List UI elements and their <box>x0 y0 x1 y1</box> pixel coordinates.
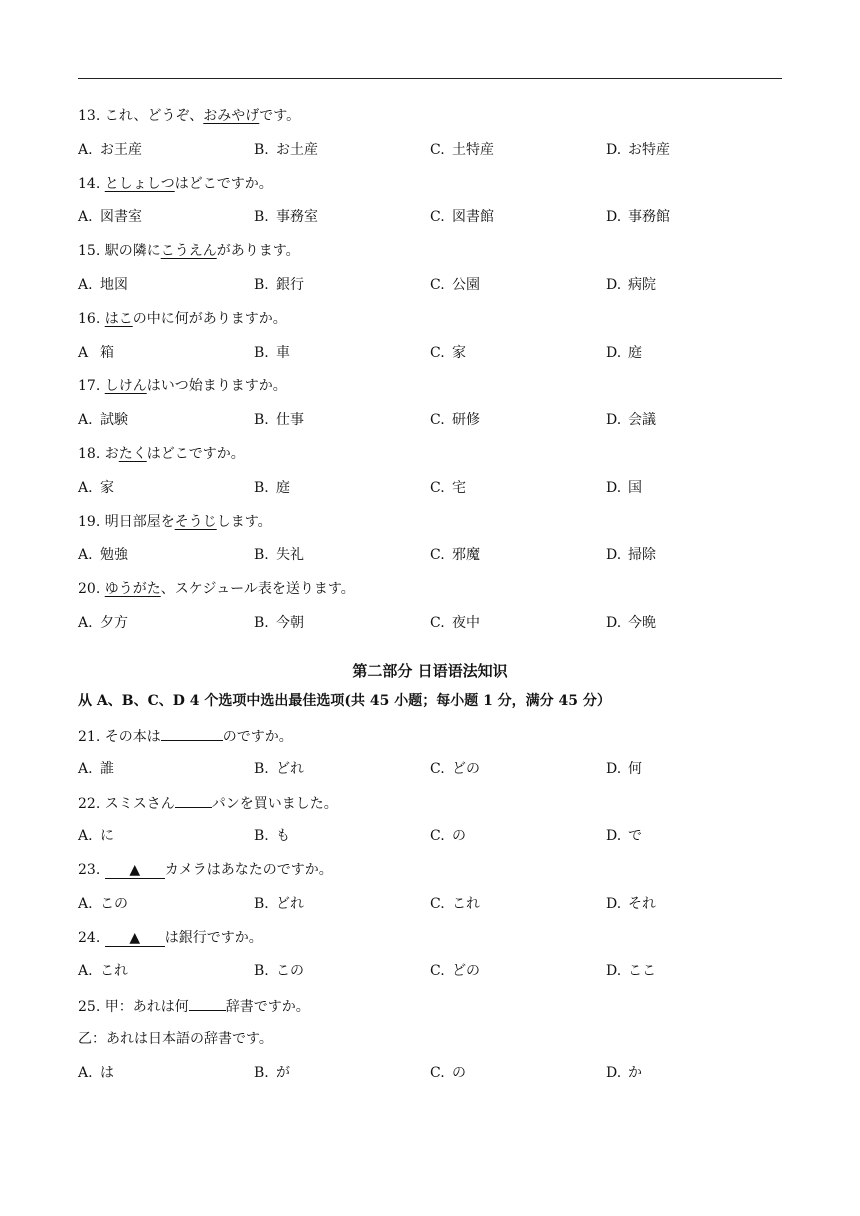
question-24: 24. ▲ は銀行ですか。 <box>78 929 263 946</box>
question-25: 25. 甲：あれは何 辞書ですか。 <box>78 995 782 1015</box>
options-20 <box>78 613 782 633</box>
option-a: A. お王産 <box>78 141 142 158</box>
document-body <box>78 106 782 1097</box>
option-c: C. 研修 <box>430 412 480 429</box>
option-d: D. それ <box>606 895 656 912</box>
option-a: A. これ <box>78 963 128 980</box>
options-19 <box>78 545 782 565</box>
option-d: D. 何 <box>606 760 642 777</box>
option-b: B. 仕事 <box>254 412 304 429</box>
answer-blank-triangle: ▲ <box>105 863 165 879</box>
option-b: B. この <box>254 963 304 980</box>
options-18 <box>78 478 782 498</box>
answer-blank-triangle: ▲ <box>105 931 165 947</box>
option-a: A. 試験 <box>78 412 128 429</box>
question-16: 16. はこの中に何がありますか。 <box>78 310 287 327</box>
option-c: C. 公園 <box>430 276 480 293</box>
option-c: C. の <box>430 1064 466 1081</box>
answer-blank <box>161 725 223 741</box>
options-21 <box>78 759 782 779</box>
option-a: A. は <box>78 1064 114 1081</box>
options-14 <box>78 207 782 227</box>
options-24 <box>78 961 782 981</box>
option-d: D. 国 <box>606 479 642 496</box>
option-a: A 箱 <box>78 344 114 361</box>
option-c: C. 図書館 <box>430 209 494 226</box>
option-c: C. 夜中 <box>430 614 480 631</box>
question-18: 18. おたくはどこですか。 <box>78 445 245 462</box>
option-c: C. 土特産 <box>430 141 494 158</box>
option-a: A. 勉強 <box>78 547 128 564</box>
question-15: 15. 駅の隣にこうえんがあります。 <box>78 243 300 260</box>
option-a: A. に <box>78 828 114 845</box>
question-17: 17. しけんはいつ始まりますか。 <box>78 378 287 395</box>
option-d: D. で <box>606 828 642 845</box>
option-a: A. 図書室 <box>78 209 142 226</box>
options-16 <box>78 343 782 363</box>
option-c: C. 家 <box>430 344 466 361</box>
question-19: 19. 明日部屋をそうじします。 <box>78 513 272 530</box>
option-c: C. 宅 <box>430 479 466 496</box>
option-a: A. 家 <box>78 479 114 496</box>
option-a: A. この <box>78 895 128 912</box>
question-21: 21. その本は のですか。 <box>78 725 782 745</box>
options-15 <box>78 275 782 295</box>
question-14: 14. としょしつはどこですか。 <box>78 175 273 192</box>
section-instruction: 从 A、B、C、D 4 个选项中选出最佳选项(共 45 小题；每小题 1 分，满分 45 分） <box>78 692 611 709</box>
option-d: D. 庭 <box>606 344 642 361</box>
option-b: B. も <box>254 828 290 845</box>
options-17 <box>78 410 782 430</box>
option-c: C. の <box>430 828 466 845</box>
option-d: D. 掃除 <box>606 547 656 564</box>
option-a: A. 誰 <box>78 760 114 777</box>
question-22: 22. スミスさん パンを買いました。 <box>78 792 782 812</box>
options-23 <box>78 894 782 914</box>
options-13 <box>78 140 782 160</box>
option-b: B. お土産 <box>254 141 318 158</box>
option-c: C. これ <box>430 895 480 912</box>
option-d: D. 今晩 <box>606 614 656 631</box>
option-c: C. どの <box>430 963 480 980</box>
option-a: A. 夕方 <box>78 614 128 631</box>
header-rule <box>78 78 782 79</box>
option-d: D. 病院 <box>606 276 656 293</box>
answer-blank <box>175 792 212 808</box>
option-d: D. お特産 <box>606 141 670 158</box>
option-d: D. 会議 <box>606 412 656 429</box>
question-25-reply: 乙：あれは日本語の辞書です。 <box>78 1030 273 1047</box>
option-d: D. か <box>606 1064 642 1081</box>
option-c: C. 邪魔 <box>430 547 480 564</box>
option-d: D. 事務館 <box>606 209 670 226</box>
answer-blank <box>189 995 226 1011</box>
option-b: B. どれ <box>254 895 304 912</box>
option-b: B. が <box>254 1064 290 1081</box>
option-b: B. 車 <box>254 344 290 361</box>
question-13: 13. これ、どうぞ、おみやげです。 <box>78 108 301 124</box>
option-b: B. 銀行 <box>254 276 304 293</box>
question-20: 20. ゆうがた、スケジュール表を送ります。 <box>78 581 355 598</box>
option-b: B. 今朝 <box>254 614 304 631</box>
options-22 <box>78 826 782 846</box>
option-b: B. 失礼 <box>254 547 304 564</box>
option-c: C. どの <box>430 760 480 777</box>
option-a: A. 地図 <box>78 276 128 293</box>
option-b: B. どれ <box>254 760 304 777</box>
options-25 <box>78 1063 782 1083</box>
option-d: D. ここ <box>606 963 656 980</box>
option-b: B. 事務室 <box>254 209 318 226</box>
option-b: B. 庭 <box>254 479 290 496</box>
section-title: 第二部分 日语语法知识 <box>352 661 508 680</box>
question-23: 23. ▲ カメラはあなたのですか。 <box>78 861 333 878</box>
